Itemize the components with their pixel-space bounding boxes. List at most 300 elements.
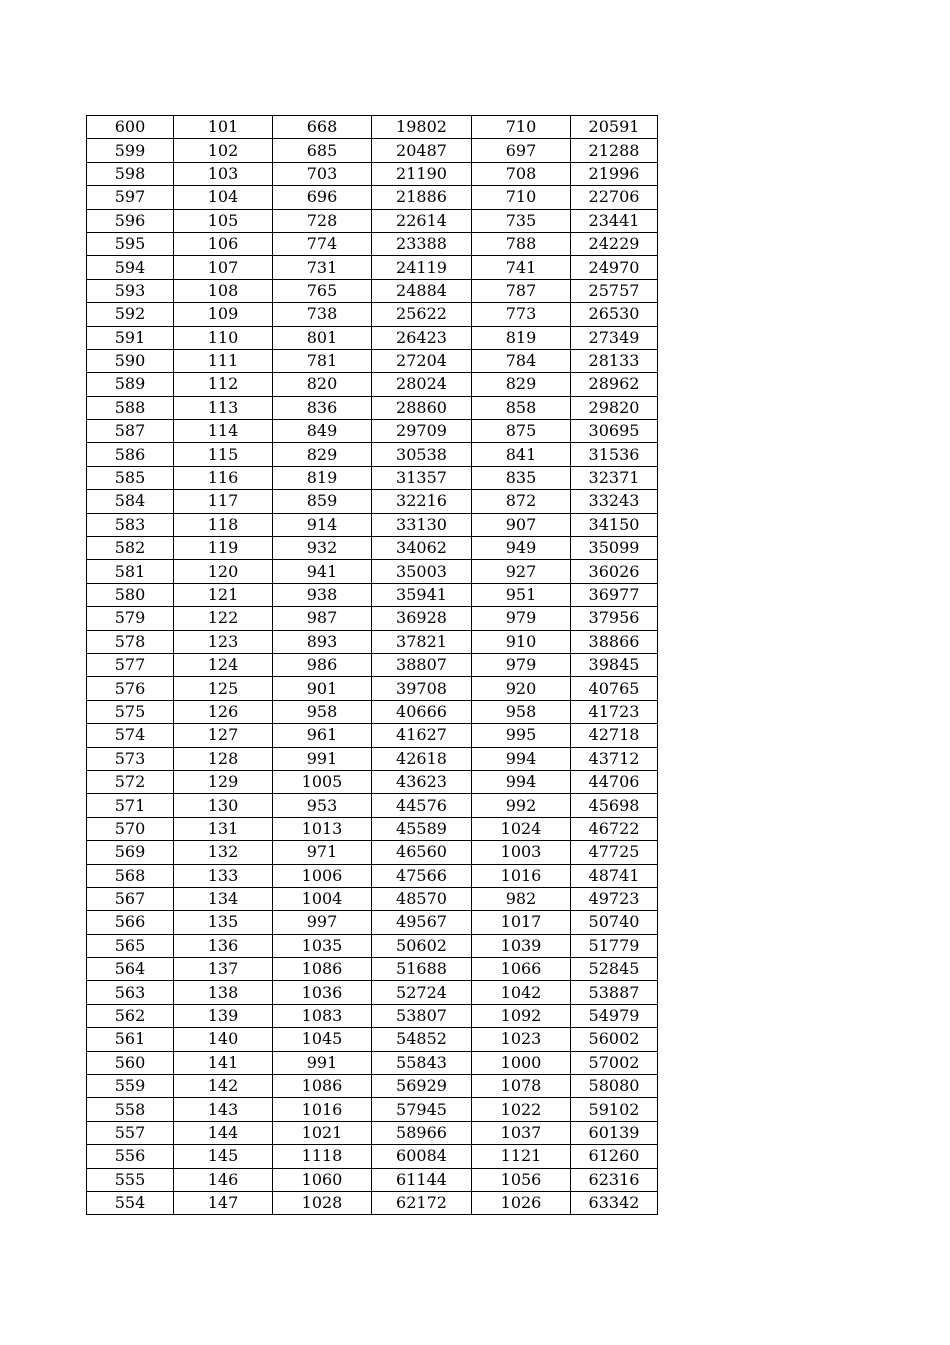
table-row — [87, 116, 658, 139]
score-cell: 594 — [87, 256, 174, 279]
cumulative-a-cell: 60084 — [372, 1145, 472, 1168]
score-cell: 593 — [87, 279, 174, 302]
score-cell: 582 — [87, 537, 174, 560]
count-b-cell: 995 — [472, 724, 571, 747]
table-row — [87, 911, 658, 934]
score-cell: 566 — [87, 911, 174, 934]
table-row — [87, 864, 658, 887]
rank-cell: 125 — [174, 677, 273, 700]
count-a-cell: 765 — [273, 279, 372, 302]
rank-cell: 131 — [174, 817, 273, 840]
cumulative-b-cell: 58080 — [571, 1075, 658, 1098]
table-row — [87, 700, 658, 723]
table-row — [87, 607, 658, 630]
cumulative-a-cell: 36928 — [372, 607, 472, 630]
table-row — [87, 677, 658, 700]
score-cell: 572 — [87, 770, 174, 793]
score-cell: 562 — [87, 1004, 174, 1027]
count-b-cell: 773 — [472, 303, 571, 326]
score-cell: 597 — [87, 186, 174, 209]
count-b-cell: 907 — [472, 513, 571, 536]
cumulative-a-cell: 49567 — [372, 911, 472, 934]
cumulative-b-cell: 57002 — [571, 1051, 658, 1074]
rank-cell: 115 — [174, 443, 273, 466]
cumulative-a-cell: 37821 — [372, 630, 472, 653]
cumulative-b-cell: 63342 — [571, 1191, 658, 1214]
cumulative-a-cell: 31357 — [372, 466, 472, 489]
table-row — [87, 841, 658, 864]
score-cell: 559 — [87, 1075, 174, 1098]
rank-cell: 114 — [174, 420, 273, 443]
cumulative-b-cell: 54979 — [571, 1004, 658, 1027]
cumulative-b-cell: 36026 — [571, 560, 658, 583]
count-b-cell: 858 — [472, 396, 571, 419]
cumulative-a-cell: 47566 — [372, 864, 472, 887]
cumulative-a-cell: 51688 — [372, 958, 472, 981]
cumulative-a-cell: 40666 — [372, 700, 472, 723]
rank-cell: 106 — [174, 232, 273, 255]
score-cell: 567 — [87, 887, 174, 910]
cumulative-a-cell: 20487 — [372, 139, 472, 162]
count-a-cell: 781 — [273, 349, 372, 372]
count-b-cell: 994 — [472, 770, 571, 793]
cumulative-b-cell: 59102 — [571, 1098, 658, 1121]
cumulative-a-cell: 35941 — [372, 583, 472, 606]
count-a-cell: 901 — [273, 677, 372, 700]
count-b-cell: 958 — [472, 700, 571, 723]
count-b-cell: 1121 — [472, 1145, 571, 1168]
count-a-cell: 986 — [273, 653, 372, 676]
count-a-cell: 728 — [273, 209, 372, 232]
count-b-cell: 1066 — [472, 958, 571, 981]
count-a-cell: 932 — [273, 537, 372, 560]
score-cell: 556 — [87, 1145, 174, 1168]
table-row — [87, 747, 658, 770]
count-b-cell: 1000 — [472, 1051, 571, 1074]
score-cell: 568 — [87, 864, 174, 887]
cumulative-a-cell: 56929 — [372, 1075, 472, 1098]
score-cell: 599 — [87, 139, 174, 162]
count-b-cell: 835 — [472, 466, 571, 489]
cumulative-a-cell: 62172 — [372, 1191, 472, 1214]
count-a-cell: 819 — [273, 466, 372, 489]
count-b-cell: 1039 — [472, 934, 571, 957]
rank-cell: 109 — [174, 303, 273, 326]
table-row — [87, 724, 658, 747]
count-a-cell: 958 — [273, 700, 372, 723]
count-b-cell: 1023 — [472, 1028, 571, 1051]
table-row — [87, 256, 658, 279]
count-a-cell: 961 — [273, 724, 372, 747]
rank-cell: 137 — [174, 958, 273, 981]
rank-cell: 103 — [174, 162, 273, 185]
count-b-cell: 829 — [472, 373, 571, 396]
rank-cell: 117 — [174, 490, 273, 513]
rank-cell: 147 — [174, 1191, 273, 1214]
cumulative-b-cell: 49723 — [571, 887, 658, 910]
rank-cell: 132 — [174, 841, 273, 864]
count-a-cell: 1006 — [273, 864, 372, 887]
score-cell: 571 — [87, 794, 174, 817]
rank-cell: 129 — [174, 770, 273, 793]
score-cell: 581 — [87, 560, 174, 583]
rank-cell: 104 — [174, 186, 273, 209]
score-cell: 561 — [87, 1028, 174, 1051]
cumulative-a-cell: 44576 — [372, 794, 472, 817]
table-row — [87, 349, 658, 372]
count-b-cell: 787 — [472, 279, 571, 302]
score-cell: 598 — [87, 162, 174, 185]
score-cell: 591 — [87, 326, 174, 349]
count-a-cell: 774 — [273, 232, 372, 255]
table-row — [87, 209, 658, 232]
count-a-cell: 1028 — [273, 1191, 372, 1214]
count-a-cell: 1086 — [273, 1075, 372, 1098]
rank-cell: 121 — [174, 583, 273, 606]
cumulative-b-cell: 22706 — [571, 186, 658, 209]
cumulative-a-cell: 43623 — [372, 770, 472, 793]
count-a-cell: 991 — [273, 1051, 372, 1074]
cumulative-b-cell: 34150 — [571, 513, 658, 536]
table-row — [87, 1075, 658, 1098]
cumulative-b-cell: 40765 — [571, 677, 658, 700]
rank-cell: 102 — [174, 139, 273, 162]
cumulative-a-cell: 33130 — [372, 513, 472, 536]
table-row — [87, 981, 658, 1004]
count-a-cell: 991 — [273, 747, 372, 770]
table-row — [87, 139, 658, 162]
cumulative-a-cell: 38807 — [372, 653, 472, 676]
score-cell: 600 — [87, 116, 174, 139]
score-cell: 580 — [87, 583, 174, 606]
cumulative-a-cell: 19802 — [372, 116, 472, 139]
count-a-cell: 1005 — [273, 770, 372, 793]
count-a-cell: 829 — [273, 443, 372, 466]
count-b-cell: 708 — [472, 162, 571, 185]
rank-cell: 120 — [174, 560, 273, 583]
table-row — [87, 817, 658, 840]
count-a-cell: 953 — [273, 794, 372, 817]
table-row — [87, 443, 658, 466]
cumulative-b-cell: 20591 — [571, 116, 658, 139]
cumulative-b-cell: 53887 — [571, 981, 658, 1004]
count-b-cell: 875 — [472, 420, 571, 443]
table-row — [87, 560, 658, 583]
score-cell: 588 — [87, 396, 174, 419]
rank-cell: 145 — [174, 1145, 273, 1168]
cumulative-a-cell: 30538 — [372, 443, 472, 466]
count-b-cell: 979 — [472, 653, 571, 676]
table-row — [87, 1004, 658, 1027]
cumulative-b-cell: 27349 — [571, 326, 658, 349]
cumulative-b-cell: 24970 — [571, 256, 658, 279]
cumulative-a-cell: 61144 — [372, 1168, 472, 1191]
count-a-cell: 1083 — [273, 1004, 372, 1027]
cumulative-a-cell: 45589 — [372, 817, 472, 840]
count-b-cell: 951 — [472, 583, 571, 606]
count-a-cell: 1118 — [273, 1145, 372, 1168]
count-b-cell: 982 — [472, 887, 571, 910]
count-a-cell: 893 — [273, 630, 372, 653]
score-cell: 579 — [87, 607, 174, 630]
table-row — [87, 630, 658, 653]
table-row — [87, 583, 658, 606]
count-a-cell: 997 — [273, 911, 372, 934]
count-a-cell: 1045 — [273, 1028, 372, 1051]
rank-cell: 142 — [174, 1075, 273, 1098]
count-b-cell: 1037 — [472, 1121, 571, 1144]
score-cell: 578 — [87, 630, 174, 653]
cumulative-a-cell: 24884 — [372, 279, 472, 302]
table-row — [87, 934, 658, 957]
rank-cell: 126 — [174, 700, 273, 723]
table-row — [87, 232, 658, 255]
count-a-cell: 1060 — [273, 1168, 372, 1191]
table-row — [87, 958, 658, 981]
count-b-cell: 784 — [472, 349, 571, 372]
cumulative-b-cell: 29820 — [571, 396, 658, 419]
rank-cell: 111 — [174, 349, 273, 372]
table-row — [87, 373, 658, 396]
count-b-cell: 1003 — [472, 841, 571, 864]
cumulative-a-cell: 26423 — [372, 326, 472, 349]
count-b-cell: 994 — [472, 747, 571, 770]
cumulative-b-cell: 28962 — [571, 373, 658, 396]
cumulative-a-cell: 22614 — [372, 209, 472, 232]
score-cell: 576 — [87, 677, 174, 700]
table-row — [87, 279, 658, 302]
count-b-cell: 697 — [472, 139, 571, 162]
rank-cell: 140 — [174, 1028, 273, 1051]
cumulative-a-cell: 50602 — [372, 934, 472, 957]
count-a-cell: 668 — [273, 116, 372, 139]
cumulative-b-cell: 21288 — [571, 139, 658, 162]
count-b-cell: 1016 — [472, 864, 571, 887]
rank-cell: 144 — [174, 1121, 273, 1144]
count-b-cell: 819 — [472, 326, 571, 349]
table-row — [87, 1191, 658, 1214]
count-b-cell: 1024 — [472, 817, 571, 840]
rank-cell: 130 — [174, 794, 273, 817]
count-b-cell: 741 — [472, 256, 571, 279]
table-row — [87, 1098, 658, 1121]
count-a-cell: 1021 — [273, 1121, 372, 1144]
score-cell: 557 — [87, 1121, 174, 1144]
rank-cell: 118 — [174, 513, 273, 536]
table-row — [87, 794, 658, 817]
count-b-cell: 872 — [472, 490, 571, 513]
cumulative-b-cell: 61260 — [571, 1145, 658, 1168]
cumulative-a-cell: 32216 — [372, 490, 472, 513]
count-b-cell: 710 — [472, 116, 571, 139]
count-a-cell: 1036 — [273, 981, 372, 1004]
cumulative-a-cell: 55843 — [372, 1051, 472, 1074]
cumulative-a-cell: 39708 — [372, 677, 472, 700]
rank-cell: 107 — [174, 256, 273, 279]
count-b-cell: 920 — [472, 677, 571, 700]
rank-cell: 138 — [174, 981, 273, 1004]
cumulative-b-cell: 42718 — [571, 724, 658, 747]
table-row — [87, 466, 658, 489]
count-a-cell: 859 — [273, 490, 372, 513]
cumulative-a-cell: 27204 — [372, 349, 472, 372]
table-row — [87, 1051, 658, 1074]
cumulative-b-cell: 62316 — [571, 1168, 658, 1191]
count-b-cell: 979 — [472, 607, 571, 630]
cumulative-a-cell: 35003 — [372, 560, 472, 583]
count-b-cell: 735 — [472, 209, 571, 232]
table-row — [87, 653, 658, 676]
cumulative-b-cell: 50740 — [571, 911, 658, 934]
cumulative-a-cell: 58966 — [372, 1121, 472, 1144]
score-cell: 590 — [87, 349, 174, 372]
count-a-cell: 1016 — [273, 1098, 372, 1121]
count-a-cell: 987 — [273, 607, 372, 630]
table-row — [87, 420, 658, 443]
cumulative-b-cell: 39845 — [571, 653, 658, 676]
cumulative-b-cell: 60139 — [571, 1121, 658, 1144]
count-a-cell: 849 — [273, 420, 372, 443]
cumulative-a-cell: 54852 — [372, 1028, 472, 1051]
count-b-cell: 1026 — [472, 1191, 571, 1214]
rank-cell: 112 — [174, 373, 273, 396]
score-cell: 555 — [87, 1168, 174, 1191]
table-row — [87, 537, 658, 560]
cumulative-b-cell: 46722 — [571, 817, 658, 840]
rank-cell: 139 — [174, 1004, 273, 1027]
table-row — [87, 887, 658, 910]
count-a-cell: 1013 — [273, 817, 372, 840]
rank-cell: 116 — [174, 466, 273, 489]
table-row — [87, 303, 658, 326]
rank-cell: 134 — [174, 887, 273, 910]
cumulative-b-cell: 36977 — [571, 583, 658, 606]
cumulative-a-cell: 42618 — [372, 747, 472, 770]
table-row — [87, 770, 658, 793]
count-a-cell: 703 — [273, 162, 372, 185]
count-b-cell: 1092 — [472, 1004, 571, 1027]
rank-cell: 141 — [174, 1051, 273, 1074]
count-b-cell: 1017 — [472, 911, 571, 934]
count-b-cell: 1042 — [472, 981, 571, 1004]
cumulative-b-cell: 28133 — [571, 349, 658, 372]
table-row — [87, 1168, 658, 1191]
score-cell: 569 — [87, 841, 174, 864]
count-a-cell: 801 — [273, 326, 372, 349]
cumulative-b-cell: 32371 — [571, 466, 658, 489]
table-row — [87, 396, 658, 419]
cumulative-b-cell: 47725 — [571, 841, 658, 864]
count-b-cell: 1056 — [472, 1168, 571, 1191]
cumulative-b-cell: 33243 — [571, 490, 658, 513]
table-row — [87, 1121, 658, 1144]
cumulative-b-cell: 31536 — [571, 443, 658, 466]
cumulative-b-cell: 25757 — [571, 279, 658, 302]
cumulative-b-cell: 51779 — [571, 934, 658, 957]
rank-cell: 133 — [174, 864, 273, 887]
rank-cell: 127 — [174, 724, 273, 747]
cumulative-a-cell: 41627 — [372, 724, 472, 747]
count-a-cell: 836 — [273, 396, 372, 419]
cumulative-a-cell: 57945 — [372, 1098, 472, 1121]
score-cell: 596 — [87, 209, 174, 232]
score-cell: 589 — [87, 373, 174, 396]
count-a-cell: 820 — [273, 373, 372, 396]
cumulative-a-cell: 53807 — [372, 1004, 472, 1027]
cumulative-b-cell: 45698 — [571, 794, 658, 817]
cumulative-a-cell: 48570 — [372, 887, 472, 910]
table-row — [87, 490, 658, 513]
cumulative-a-cell: 24119 — [372, 256, 472, 279]
score-cell: 584 — [87, 490, 174, 513]
cumulative-b-cell: 38866 — [571, 630, 658, 653]
cumulative-b-cell: 37956 — [571, 607, 658, 630]
cumulative-a-cell: 23388 — [372, 232, 472, 255]
count-b-cell: 910 — [472, 630, 571, 653]
cumulative-a-cell: 52724 — [372, 981, 472, 1004]
cumulative-b-cell: 48741 — [571, 864, 658, 887]
score-table — [86, 115, 658, 1215]
rank-cell: 146 — [174, 1168, 273, 1191]
rank-cell: 119 — [174, 537, 273, 560]
cumulative-a-cell: 46560 — [372, 841, 472, 864]
score-cell: 560 — [87, 1051, 174, 1074]
score-cell: 573 — [87, 747, 174, 770]
rank-cell: 143 — [174, 1098, 273, 1121]
score-cell: 586 — [87, 443, 174, 466]
cumulative-a-cell: 25622 — [372, 303, 472, 326]
count-b-cell: 1022 — [472, 1098, 571, 1121]
count-a-cell: 1086 — [273, 958, 372, 981]
score-cell: 570 — [87, 817, 174, 840]
count-b-cell: 949 — [472, 537, 571, 560]
cumulative-b-cell: 21996 — [571, 162, 658, 185]
rank-cell: 101 — [174, 116, 273, 139]
count-a-cell: 1004 — [273, 887, 372, 910]
cumulative-b-cell: 30695 — [571, 420, 658, 443]
score-cell: 563 — [87, 981, 174, 1004]
count-a-cell: 1035 — [273, 934, 372, 957]
rank-cell: 135 — [174, 911, 273, 934]
count-b-cell: 1078 — [472, 1075, 571, 1098]
cumulative-b-cell: 56002 — [571, 1028, 658, 1051]
count-a-cell: 738 — [273, 303, 372, 326]
score-cell: 587 — [87, 420, 174, 443]
score-cell: 554 — [87, 1191, 174, 1214]
count-b-cell: 788 — [472, 232, 571, 255]
count-a-cell: 938 — [273, 583, 372, 606]
rank-cell: 122 — [174, 607, 273, 630]
cumulative-a-cell: 28024 — [372, 373, 472, 396]
rank-cell: 123 — [174, 630, 273, 653]
count-a-cell: 685 — [273, 139, 372, 162]
rank-cell: 128 — [174, 747, 273, 770]
rank-cell: 136 — [174, 934, 273, 957]
table-row — [87, 186, 658, 209]
count-b-cell: 927 — [472, 560, 571, 583]
score-cell: 565 — [87, 934, 174, 957]
score-cell: 575 — [87, 700, 174, 723]
score-cell: 574 — [87, 724, 174, 747]
cumulative-a-cell: 29709 — [372, 420, 472, 443]
table-row — [87, 162, 658, 185]
cumulative-b-cell: 35099 — [571, 537, 658, 560]
cumulative-b-cell: 23441 — [571, 209, 658, 232]
rank-cell: 105 — [174, 209, 273, 232]
score-cell: 592 — [87, 303, 174, 326]
cumulative-a-cell: 21886 — [372, 186, 472, 209]
cumulative-a-cell: 28860 — [372, 396, 472, 419]
